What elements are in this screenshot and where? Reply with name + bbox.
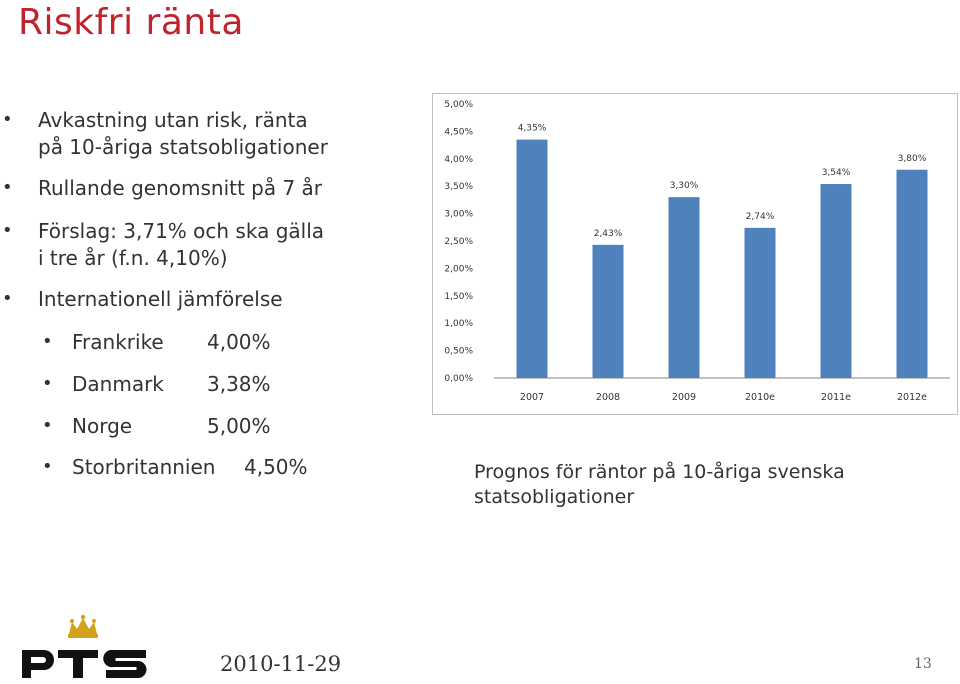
country-norge: Norge — [72, 414, 133, 438]
bar-value-label: 4,35% — [517, 123, 547, 134]
slide-title: Riskfri ränta — [18, 2, 244, 43]
bullet-1-line-2: på 10-åriga statsobligationer — [38, 135, 328, 159]
bullet-list — [0, 0, 430, 500]
bullet-dot: • — [2, 288, 13, 309]
country-frankrike: Frankrike — [72, 330, 164, 354]
y-tick-label: 2,50% — [444, 237, 473, 247]
bar-2010e — [745, 228, 776, 378]
y-tick-label: 0,50% — [444, 346, 473, 357]
bar-2008 — [593, 245, 624, 378]
chart-caption-line-2: statsobligationer — [474, 486, 635, 508]
y-tick-label: 5,00% — [444, 100, 473, 110]
bar-2009 — [669, 197, 700, 378]
y-tick-label: 4,00% — [444, 154, 473, 165]
bar-value-label: 2,43% — [593, 228, 623, 239]
x-tick-label: 2007 — [519, 392, 545, 403]
rate-norge: 5,00% — [207, 414, 271, 438]
slide-date: 2010-11-29 — [220, 652, 342, 676]
bullet-4-line-1: Internationell jämförelse — [38, 287, 283, 311]
rate-storbritannien: 4,50% — [244, 455, 308, 479]
bar-value-label: 3,30% — [669, 181, 699, 192]
bar-2007 — [517, 140, 548, 378]
sub-bullet-dot: • — [42, 373, 53, 394]
bullet-2-line-1: Rullande genomsnitt på 7 år — [38, 176, 323, 200]
y-tick-label: 2,00% — [444, 264, 473, 275]
crown-icon — [20, 612, 150, 680]
bar-value-label: 3,80% — [897, 153, 927, 164]
x-tick-label: 2012e — [896, 392, 928, 403]
bar-2011e — [821, 184, 852, 378]
y-tick-label: 0,00% — [444, 374, 473, 384]
page-number: 13 — [914, 656, 932, 672]
y-tick-label: 3,00% — [444, 209, 473, 220]
bullet-dot: • — [2, 177, 13, 198]
bullet-1-line-1: Avkastning utan risk, ränta — [38, 108, 308, 132]
sub-bullet-dot: • — [42, 331, 53, 352]
y-tick-label: 1,50% — [444, 291, 473, 302]
x-tick-label: 2008 — [595, 392, 621, 403]
sub-bullet-dot: • — [42, 415, 53, 436]
rate-danmark: 3,38% — [207, 372, 271, 396]
pts-wordmark — [22, 650, 147, 678]
bullet-3-line-2: i tre år (f.n. 4,10%) — [38, 246, 228, 270]
y-tick-label: 3,50% — [444, 182, 473, 193]
bullet-dot: • — [2, 220, 13, 241]
x-tick-label: 2009 — [671, 392, 697, 403]
bullet-dot: • — [2, 109, 13, 130]
y-tick-label: 1,00% — [444, 319, 473, 330]
bar-chart-svg — [432, 93, 958, 415]
y-tick-label: 4,50% — [444, 127, 473, 138]
country-danmark: Danmark — [72, 372, 164, 396]
rate-frankrike: 4,00% — [207, 330, 271, 354]
sub-bullet-dot: • — [42, 456, 53, 477]
country-storbritannien: Storbritannien — [72, 455, 216, 479]
chart-caption — [474, 460, 845, 510]
bar-value-label: 3,54% — [821, 168, 851, 179]
chart-caption-line-1: Prognos för räntor på 10-åriga svenska — [474, 461, 845, 483]
x-tick-label: 2011e — [820, 392, 852, 403]
bond-rate-chart — [432, 93, 958, 415]
bar-2012e — [897, 170, 928, 378]
bar-value-label: 2,74% — [745, 211, 775, 222]
bullet-3-line-1: Förslag: 3,71% och ska gälla — [38, 219, 325, 243]
pts-logo — [20, 612, 150, 680]
x-tick-label: 2010e — [744, 392, 776, 403]
